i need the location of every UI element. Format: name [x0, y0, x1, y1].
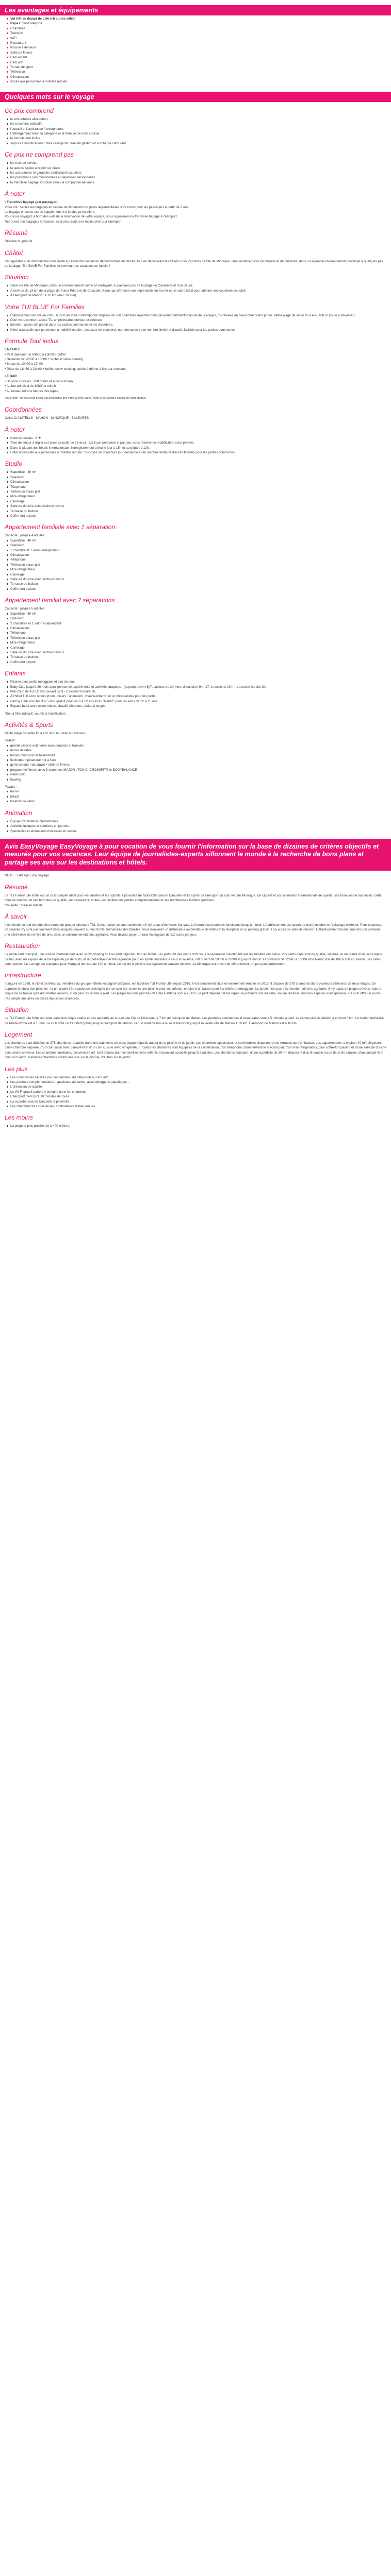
list-item: tennis de table: [10, 748, 386, 753]
section-title: Animation: [5, 809, 32, 817]
pros-list: [5, 1075, 386, 1109]
studio-list: [5, 470, 386, 518]
list-item: location de vélos: [10, 799, 386, 804]
list-item: Superficie : 30 m²: [10, 470, 386, 474]
list-item: Baby Club jusqu'à 36 mois avec personnel expérimenté et activités adaptées - (payant) ouvert 6j/7, saisons de 2h (hors dimanche) 9h - 17, 2 sessions 10 h - 1 session horaire 2h.: [10, 685, 386, 689]
list-item: Climatisation: [10, 626, 386, 631]
free-activities-list: [5, 743, 386, 782]
capacity-text: Capacité : jusqu'à 4 adultes: [5, 534, 45, 538]
list-item: À l'hôtel TUI à ton option et ton univers : animation, chauffe-biberon et un micro-ondes pour tes petits.: [10, 694, 386, 699]
section-title: Coordonnées: [5, 406, 42, 414]
dining-text: Le restaurant principal, une cuisine internationale avec show-cooking tout au petit déjeuner, tout au buffet. Les plats ont des noms dont vous la réparation maintenant que les familles ont prévu. Vos petits plats sont de qualité, soignée, et un grand choix sans repos. Le bar, avec un espace de la boutique de jus de fruits, et du petit-déjeuner très agréable pour les sports matinaux à ceux à l'avance, ont ouvert de 10h00 à 23h00 et jusqu'à minuit. Le Vivarium de 12h45 à 16h00 et le Nautic Bar de 10h à 18h en saison. Les cafés sont réputés. Le Lounge est pratiques pour Marnyrai de l'eau de 10h à minuit. Le bar de la piscine est également souvent réservé. Le Minorque est ouvert de 10h à minuit, un peu plus tardivement.: [5, 953, 383, 967]
list-item: La plage la plus proche est à 400 mètres.: [10, 1124, 386, 1128]
list-item: Téléphone: [10, 485, 386, 489]
section-title: À savoir: [5, 913, 27, 921]
location-text: Le TUI Family Life Hôtel est situé dans une crique calme et très agréable au sud-est de l'île de Minorque, à 7 km de l'aéroport de Mahon. Les premiers commerces et restaurants sont à 5 minutes à pied. Le centre-ville de Mahon à environ 8 km. La station balnéaire de Punta Prima est à 15 km. Le club offre un transfert gratuit jusqu'à l'aéroport de Mahon, car un arrêt de bus assure le transport jusqu'à la vieille ville de Mahon à 10 km. L'aéroport de Mahon est à 10 km.: [5, 1016, 384, 1025]
list-item: Le Wi-Fi gratuit partout y compris dans les chambres.: [10, 1090, 386, 1094]
situation-list: [5, 283, 386, 298]
list-item: la taxe de séjour à régler sur place: [10, 166, 386, 171]
list-item: L'animation de qualité.: [10, 1084, 386, 1089]
list-item: Chambres: [10, 26, 386, 31]
price-excludes-list: [5, 161, 386, 185]
list-item: Terrain de sport: [10, 65, 386, 70]
note-text: • Franchise bagage (par passager) : Votre vol : seules les bagages en cabine de dimensions et poids réglementaires sont inclus pour les passagers à partir de 2 ans. La bagage en soute est en supplément et à la charge du client. Pour vous voyagez à bord des vols de la réservation de votre voyage, nous signalerons la franchise bagage à l'aéroport. Retrouvez nos bagages à l'avance, cela vous évitera le moins cher quà l'aéroport.: [5, 200, 189, 224]
list-item: Pour votre confort : accès TV, amphithéâtre intérieur et extérieur.: [10, 318, 386, 323]
list-item: Mini-réfrigérateur: [10, 567, 386, 572]
list-item: Piscine extérieure: [10, 45, 386, 50]
list-item: grande piscine extérieure avec parasols et transats: [10, 743, 386, 748]
section-title: Les plus: [5, 1065, 28, 1073]
children-list: [5, 680, 386, 708]
list-item: Les nombreuses facilités pour les familles, du baby-club au club ado.: [10, 1075, 386, 1080]
section-title: À noter: [5, 426, 25, 433]
list-item: Spacieux: [10, 616, 386, 621]
list-item: terrain multisport et basket-ball: [10, 753, 386, 758]
list-item: Club ado: [10, 60, 386, 65]
list-item: L'aéroport n'est qu'à 10 minutes de route.: [10, 1094, 386, 1099]
list-item: Carrelage: [10, 499, 386, 504]
list-item: tennis: [10, 789, 386, 794]
list-item: l'hébergement selon la catégorie et la formule de nuits choisie: [10, 131, 386, 136]
list-item: Bamsy Club pour les 3 à 5 ans, gratuit pour les 6 à 12 ans et au "Nautic" pour les ados de 12 à 15 ans.: [10, 699, 386, 704]
list-item: water-polo: [10, 772, 386, 777]
list-item: programme fitness avec 3 cours Les MAJOR : TONIC, CROSSFIT® et BODYBALANCE: [10, 768, 386, 772]
notes-list: [5, 436, 386, 455]
rating-note: NOTE : 7.4/Lagn Easy Voyage: [5, 874, 49, 878]
list-item: 1 chambre et 1 salon indépendant: [10, 548, 386, 553]
section-title: Infrastructure: [5, 972, 41, 979]
list-item: Climatisation: [10, 75, 386, 79]
section-title: Enfants: [5, 670, 26, 677]
section-title: Activités & Sports: [5, 721, 54, 728]
list-item: Téléphone: [10, 557, 386, 562]
equipment-list: [5, 16, 386, 84]
list-item: Coffre-fort payant: [10, 660, 386, 665]
footnote-text: *Soit à titre indicatif, soumis à modification.: [5, 711, 67, 716]
list-item: Accès aux personnes à mobilité réduite: [10, 79, 386, 84]
section-title: Résumé: [5, 883, 28, 891]
list-item: séjours à modifications : taxes aéroports, frais de gestion et surcharge carburant: [10, 141, 386, 146]
review-advice: Conseillé : Idéal en famille: [5, 903, 43, 907]
list-item: billard: [10, 794, 386, 799]
list-item: Restaurant: [10, 41, 386, 45]
list-item: Piscine avec petits toboggans et aire de jeux.: [10, 680, 386, 684]
list-item: Superficie : 50 m²: [10, 612, 386, 616]
list-item: Salle de douche avec sèche-cheveux: [10, 577, 386, 582]
list-item: la franchise bagage en soute selon la compagnie aérienne: [10, 180, 386, 185]
to-know-text: Il est fondé au sud de côté bien connu de groupe allemand TUI. Construction est internationale et il n'y a pas d'écrivains français. Le formule tout compris fonctionné jusqu'à minuit. L'établissement est ouvert de mai à octobre et l'éclairage extérieur. Pour beaucoup de salariés n'y sont pas vraiment dans lesquels peuvent sur les fronts animatoires des familles. Vous trouverez un distributeur automatique de billets et la réception et un parking gratuit. Il n'y a pas de salle de réunion. L'établissement fournit, une fois par semaine, une cérémonie de remise de prix, dans un environnement plus agréable. Vous devrez payer un taxe écologique de 2,2 euros par jour.: [5, 923, 382, 937]
list-item: Terrasse ou balcon: [10, 582, 386, 586]
list-item: À l'aéroport de Mahon : à 10 km (env. 20 min): [10, 293, 386, 298]
list-item: Hôtel accessible aux personnes à mobilité réduite : disposez de chambres (sur demande et en nombre limité) et d'accès facilités pour les parties communes.: [10, 450, 386, 455]
section-title: Formule Tout inclus: [5, 337, 59, 345]
paid-activities-list: [5, 789, 386, 804]
section-title: Ce prix comprend: [5, 107, 54, 114]
rooms-text: Les chambres sont divisées en 278 chambres réparties dans des bâtiments de deux étages répartis autour de la piscine et du jardin. Les chambres spacieuses et confortables disposent d'une terrasse ou d'un balcon. Les appartements, d'environ 40 m², disposent d'une chambre séparée, d'un coin salon avec canapé-lit et d'un coin cuisine avec réfrigérateur. Toutes les chambres sont équipées de la climatisation, d'un téléphone, d'une télévision à écran plat, d'un mini-réfrigérateur, d'un coffre-fort payant et d'une salle de douche avec sèche-cheveux. Les chambres familiales, d'environ 50 m², sont idéales pour les familles avec enfants et peuvent accueillir jusqu'à 5 adultes. Les chambres standard, d'une superficie de 30 m², disposent d'un lit double ou de deux lits simples, d'un canapé-lit et d'un coin salon. Certaines chambres offrent une vue sur la piscine, d'autres sur le jardin.: [5, 1041, 386, 1060]
section-title: Appartement familial avec 2 séparations: [5, 597, 115, 604]
section-title: Résumé: [5, 229, 28, 237]
list-item: fléchettes ▪ pétanque ▪ tir à l'arc: [10, 758, 386, 762]
infrastructure-text: Inauguré en 1988, le Hôtel de Minorca, membres du groupe hôtelier espagnol Globales, est labellisé TUI Family Life depuis 2016. Il est idéalement situé et entièrement rénové en 2016. Il dispose de 278 chambres dans plusieurs bâtiments de deux étages. On apprécie le choix des piscines : la principale très spacieuse prolongée par un coin bar-snack et une piscine pour les enfants, en plus d'un bassin pour les bébés et toboggans. Le jardin n'est pas très étendu mais très agréable. Il n'y a pas de plages privées mais la crique ne se trouve qu'à 400 mètres environ, et on peut s'y rendre à pied. Les plages les plus proches de Cala Galdana sont à 25 km. Le petit déjeuner et les repas se prennent soit en salle, soit en terrasse, dont les espaces sont spacieux. Ce club offre un accès très simple aux aires de loisirs depuis les chambres.: [5, 982, 381, 1001]
list-item: Télévision écran plat: [10, 563, 386, 567]
list-item: Espace bébé avec micro-ondes, chauffe-biberons, tables à langer...: [10, 704, 386, 708]
price-includes-list: [5, 117, 386, 146]
list-item: Mini-réfrigérateur: [10, 494, 386, 499]
list-item: Télévision écran plat: [10, 489, 386, 494]
list-item: Internet : accès wifi gratuit dans les parties communes et les chambres.: [10, 323, 386, 327]
list-item: 2 chambres et 1 salon indépendant: [10, 621, 386, 626]
list-item: Carrelage: [10, 646, 386, 650]
activities-intro: Petite plage de sable fin à env. 400 m. route à traverser).: [5, 732, 87, 735]
section-title: Situation: [5, 274, 29, 281]
easyvoyage-banner: Avis EasyVoyage EasyVoyage à pour vocation de vous fournir l'information sur la base de dizaines de critères objectifs et mesurés pour vos vacances. Leur équipe de journalistes-experts sillonnent le monde à la recherche de bons plans et partage ses avis sur les destinations et hôtels.: [0, 839, 391, 871]
list-item: l'accueil et l'assistance francophones: [10, 127, 386, 131]
paid-label: Payant :: [5, 785, 17, 789]
list-item: Salle de douche avec sèche-cheveux: [10, 504, 386, 509]
list-item: Les piscines complémentaires : spacieuse au calme, avec toboggans aquatiques...: [10, 1080, 386, 1084]
list-item: la formule tout inclus: [10, 136, 386, 141]
description-text: Cet agréable club international vous invite à passer des vacances décontractées en famille, tout en découvrant les trésors insoupçonnés de l'île de Minorque. Une véritable oasis de détente et de farniente, dans un agréable environnement privilégié à quelques pas de la plage. TUI BLUE For Families, le bonheur des vacances en famille !: [5, 259, 383, 268]
list-item: WiFi: [10, 36, 386, 41]
apartment1-list: [5, 538, 386, 591]
list-item: Spacieux: [10, 475, 386, 480]
formula-text: LA TABLE • Petit déjeuner de 09h00 à 10h00 + buffet • Déjeuner de 12h00 à 15h00 + buffet et show cooking • Snack de 10h00 à 17h00 • Dîner de 18h30 à 21h00 + buffet, show cooking, soirée à thème 1 fois par semaine LE BAR • Boissons locales : soft drinks et alcools locaux • Au bar principal de 10h00 à minuit • Au restaurant aux heures des repas Vous hôtel : formule tout inclus est accessible des votre arrivée dans l'hôtel et ce, jusqu'à l'heure de votre départ.: [5, 348, 146, 400]
section-title: Ce prix ne comprend pas: [5, 151, 74, 159]
list-item: Transfert: [10, 31, 386, 36]
list-item: Spacieux: [10, 543, 386, 548]
list-item: les prestations non mentionnées et dépenses personnelles: [10, 175, 386, 180]
section-title: Studio: [5, 460, 23, 468]
list-item: Salle de fitness: [10, 50, 386, 55]
list-item: Superficie : 40 m²: [10, 538, 386, 543]
list-item: Télévision: [10, 70, 386, 74]
list-item: Normes locales : 3 ★: [10, 436, 386, 440]
list-item: Les chambres très spacieuses, confortables et bien tenues.: [10, 1104, 386, 1109]
list-item: Kids Club de 4 à 12 ans (ouvert 6j/7) - 2 session horaire 2h.: [10, 689, 386, 694]
list-item: Club enfant: [10, 55, 386, 60]
list-item: les assurances et garanties contractuel locutaires: [10, 171, 386, 175]
section-title: Situation: [5, 1006, 29, 1014]
section-title: Appartement familiale avec 1 séparation: [5, 523, 116, 531]
list-item: Climatisation: [10, 553, 386, 557]
list-item: Carrelage: [10, 572, 386, 577]
list-item: gymnastique ▪ aquagym ▪ salle de fitness: [10, 762, 386, 767]
list-item: les frais de service: [10, 161, 386, 165]
cons-list: [5, 1124, 386, 1128]
list-item: Spectacles et animations musicales en soirée.: [10, 829, 386, 834]
list-item: Terrasse ou balcon: [10, 655, 386, 659]
section-title: À noter: [5, 190, 25, 198]
list-item: Hôtel accessible aux personnes à mobilité réduite : disposez de chambres (sur demande et en nombre limité) et d'accès facilités pour les parties communes.: [10, 328, 386, 332]
section-title: Les moins: [5, 1114, 33, 1122]
section-title: Logement: [5, 1030, 32, 1038]
review-summary: Le TUI Family Life Hôtel est un club complet idéal pour les familles et les sportifs à proximité de l'adorable cala en Canutells et tout près de l'aéroport ou auto ved de Minorque. Ce clip est et son animation internationale de qualité, ses formules de tout inclus, cette offre de service, de ses formules de qualité, son restaurant, toutes, les facilités des petites complémentaires et ses nombreuses facilités sportives.: [5, 893, 382, 903]
capacity-text: Capacité : jusqu'à 5 adultes: [5, 607, 45, 611]
section-title: Votre TUI BLUE For Families: [5, 303, 85, 311]
list-item: Dans la plupart des hôtels internationaux, l'enregistrement a lieu le jour à 15h et au départ à 12h.: [10, 446, 386, 450]
list-item: À environ de 13 km de la plage de Punta Prima et de Cova den Xoroi, qui offre une vue imprenable sur la mer et un cadre idéal pour admirer des couchers de soleil.: [10, 289, 386, 293]
list-item: Salle de douche avec sèche-cheveux: [10, 650, 386, 655]
section-title: Restauration: [5, 942, 40, 950]
apartment2-list: [5, 612, 386, 665]
summary-text: Résumé du produit: [5, 240, 32, 244]
trip-header: Quelques mots sur le voyage: [0, 92, 391, 102]
list-item: Coffre-fort payant: [10, 587, 386, 591]
list-item: La superbe cala en Canutells à proximité.: [10, 1099, 386, 1104]
list-item: Coffre-fort payant: [10, 514, 386, 518]
animation-list: [5, 819, 386, 834]
list-item: le vols affrétés aller-retour: [10, 117, 386, 122]
list-item: Repas: Tout compris: [10, 21, 386, 26]
equipment-header: Les avantages et équipements: [0, 5, 391, 15]
list-item: Télévision écran plat: [10, 636, 386, 640]
list-item: bowling: [10, 777, 386, 782]
list-item: Activités ludiques et sportives en journée.: [10, 824, 386, 828]
list-item: Taxe de séjour à régler sur place (à partir de 16 ans) : 2,2 € par personne et par jour, sous réserve de modification sans préavis.: [10, 440, 386, 445]
list-item: les transferts collectifs: [10, 122, 386, 126]
list-item: Terrasse ou balcon: [10, 509, 386, 514]
list-item: Téléphone: [10, 631, 386, 635]
list-item: Établissement rénové en 2016, le club au style contemporain dispose de 278 chambres réparties dans plusieurs bâtiments bas de deux étages, distribuées au coeur d'un grand jardin. Petite plage de sable fin à env. 400 m (route à traverser).: [10, 313, 386, 318]
list-item: Mini-réfrigérateur: [10, 640, 386, 645]
club-list: [5, 313, 386, 333]
address-text: CALA CANUTELLS - MAHON - MINORQUE - BALEARES: [5, 416, 89, 420]
free-label: Gratuit :: [5, 739, 17, 743]
list-item: Équipe d'animation internationale.: [10, 819, 386, 824]
list-item: Situé sur l'île de Minorque, dans un environnement calme et verdoyant, à quelques pas de la plage de Cavalleria et Son Saura.: [10, 283, 386, 288]
section-title: Châtel: [5, 249, 23, 257]
list-item: Vol A/R au départ de Lille (+5 autres villes): [10, 16, 386, 21]
list-item: Climatisation: [10, 480, 386, 484]
